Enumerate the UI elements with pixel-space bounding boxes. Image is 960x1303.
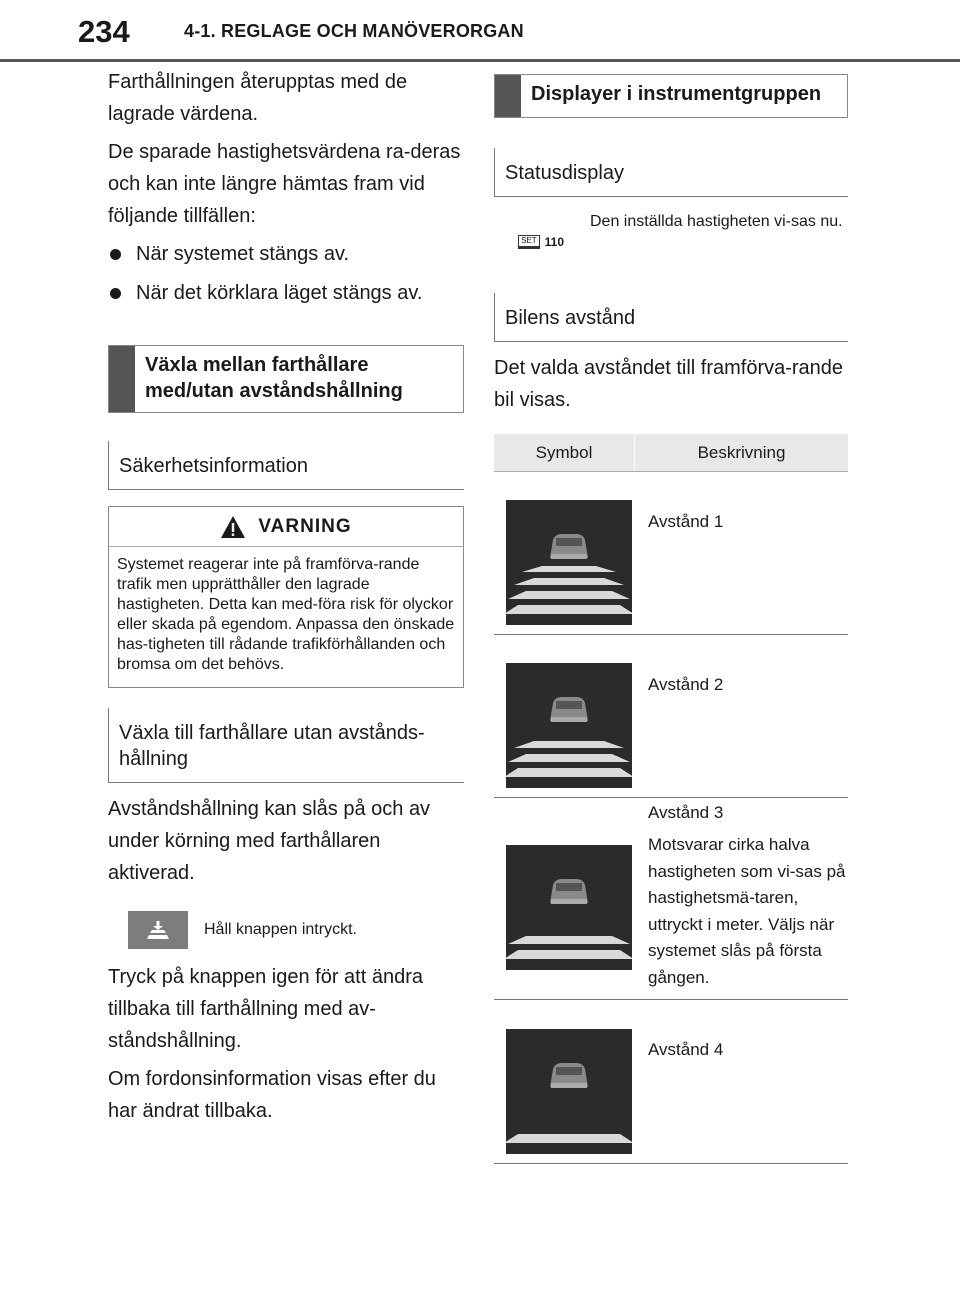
- set-speed-value: 110: [544, 235, 564, 249]
- key-instruction: [128, 911, 464, 949]
- column-header-symbol: Symbol: [535, 442, 593, 462]
- distance-bar: [506, 1134, 632, 1143]
- key-instruction-text: Håll knappen intryckt.: [204, 921, 357, 938]
- warning-box: [108, 506, 464, 688]
- right-column: [494, 74, 848, 1164]
- table-row: [494, 635, 848, 798]
- subheading-status: Statusdisplay: [494, 148, 848, 197]
- distance-1-icon: [506, 500, 632, 625]
- warning-triangle-icon: [220, 515, 246, 539]
- car-bumper: [551, 717, 587, 722]
- heading-displays: Displayer i instrumentgruppen: [494, 74, 848, 118]
- table-header: [494, 434, 848, 472]
- paragraph-vehicle-info: Om fordonsinformation visas efter du har ändrat tillbaka.: [108, 1068, 436, 1122]
- set-badge: SET: [518, 235, 540, 249]
- distance-button-image: [128, 911, 188, 949]
- car-window: [556, 701, 582, 709]
- paragraph-resume: Farthållningen återupptas med de lagrade värdena.: [108, 71, 408, 125]
- distance-2-icon: [506, 663, 632, 788]
- warning-header: [109, 507, 463, 547]
- page-header: [0, 0, 960, 62]
- warning-title: VARNING: [258, 515, 352, 537]
- car-bumper: [551, 1083, 587, 1088]
- car-window: [556, 1067, 582, 1075]
- paragraph-distance: Det valda avståndet till framförva-rande bil visas.: [494, 357, 844, 411]
- distance-bar: [506, 950, 632, 959]
- set-speed-display: [494, 209, 590, 269]
- distance-bar: [508, 754, 630, 762]
- heading-switch-mode: Växla mellan farthållare med/utan avståndshållning: [108, 345, 464, 413]
- warning-text: Systemet reagerar inte på framförva-rande trafik men upprätthåller den lagrade hastigheten. Detta kan med-föra risk för olyckor eller skada på egendom. Anpassa den önskade has-tigheten till rådande trafikförhållanden och bromsa om det behövs.: [117, 556, 455, 673]
- row-detail: Motsvarar cirka halva hastigheten som vi-sas på hastighetsmä-taren, uttryckt i meter. Väljs när systemet slås på första gången.: [648, 835, 846, 987]
- table-row: [494, 472, 848, 635]
- subheading-safety: Säkerhetsinformation: [108, 441, 464, 490]
- distance-key-icon: [143, 919, 173, 941]
- list-item: När systemet stängs av.: [108, 238, 464, 270]
- row-title: Avstånd 4: [648, 1040, 724, 1059]
- table-row: [494, 798, 848, 1000]
- distance-bar: [506, 605, 632, 614]
- paragraph-toggle: Avståndshållning kan slås på och av under körning med farthållaren aktiverad.: [108, 798, 431, 884]
- bullet-dot-icon: [110, 288, 121, 299]
- bullet-dot-icon: [110, 249, 121, 260]
- left-column: [108, 66, 464, 1133]
- car-bumper: [551, 899, 587, 904]
- subheading-distance: Bilens avstånd: [494, 293, 848, 342]
- distance-4-icon: [506, 1029, 632, 1154]
- distance-bar: [508, 936, 630, 944]
- section-title: 4-1. REGLAGE OCH MANÖVERORGAN: [184, 21, 524, 41]
- paragraph-erase: De sparade hastighetsvärdena ra-deras och kan inte längre hämtas fram vid följande tillfällen:: [108, 141, 461, 227]
- column-header-description: Beskrivning: [634, 434, 848, 471]
- distance-3-icon: [506, 845, 632, 970]
- distance-bar: [506, 768, 632, 777]
- car-bumper: [551, 554, 587, 559]
- row-title: Avstånd 2: [648, 675, 724, 694]
- row-title: Avstånd 1: [648, 512, 724, 531]
- row-title: Avstånd 3: [648, 803, 724, 822]
- list-item: När det körklara läget stängs av.: [108, 277, 464, 309]
- table-row: [494, 1000, 848, 1164]
- paragraph-press-again: Tryck på knappen igen för att ändra tillbaka till farthållning med av-ståndshållning.: [108, 966, 423, 1052]
- status-row: [494, 209, 848, 269]
- subheading-switch: Växla till farthållare utan avstånds-hållning: [108, 708, 464, 783]
- bullet-list: [108, 238, 464, 309]
- car-window: [556, 538, 582, 546]
- status-text: Den inställda hastigheten vi-sas nu.: [590, 213, 843, 230]
- page-number: 234: [78, 14, 130, 49]
- distance-bar: [508, 591, 630, 599]
- car-window: [556, 883, 582, 891]
- distance-table: [494, 434, 848, 1164]
